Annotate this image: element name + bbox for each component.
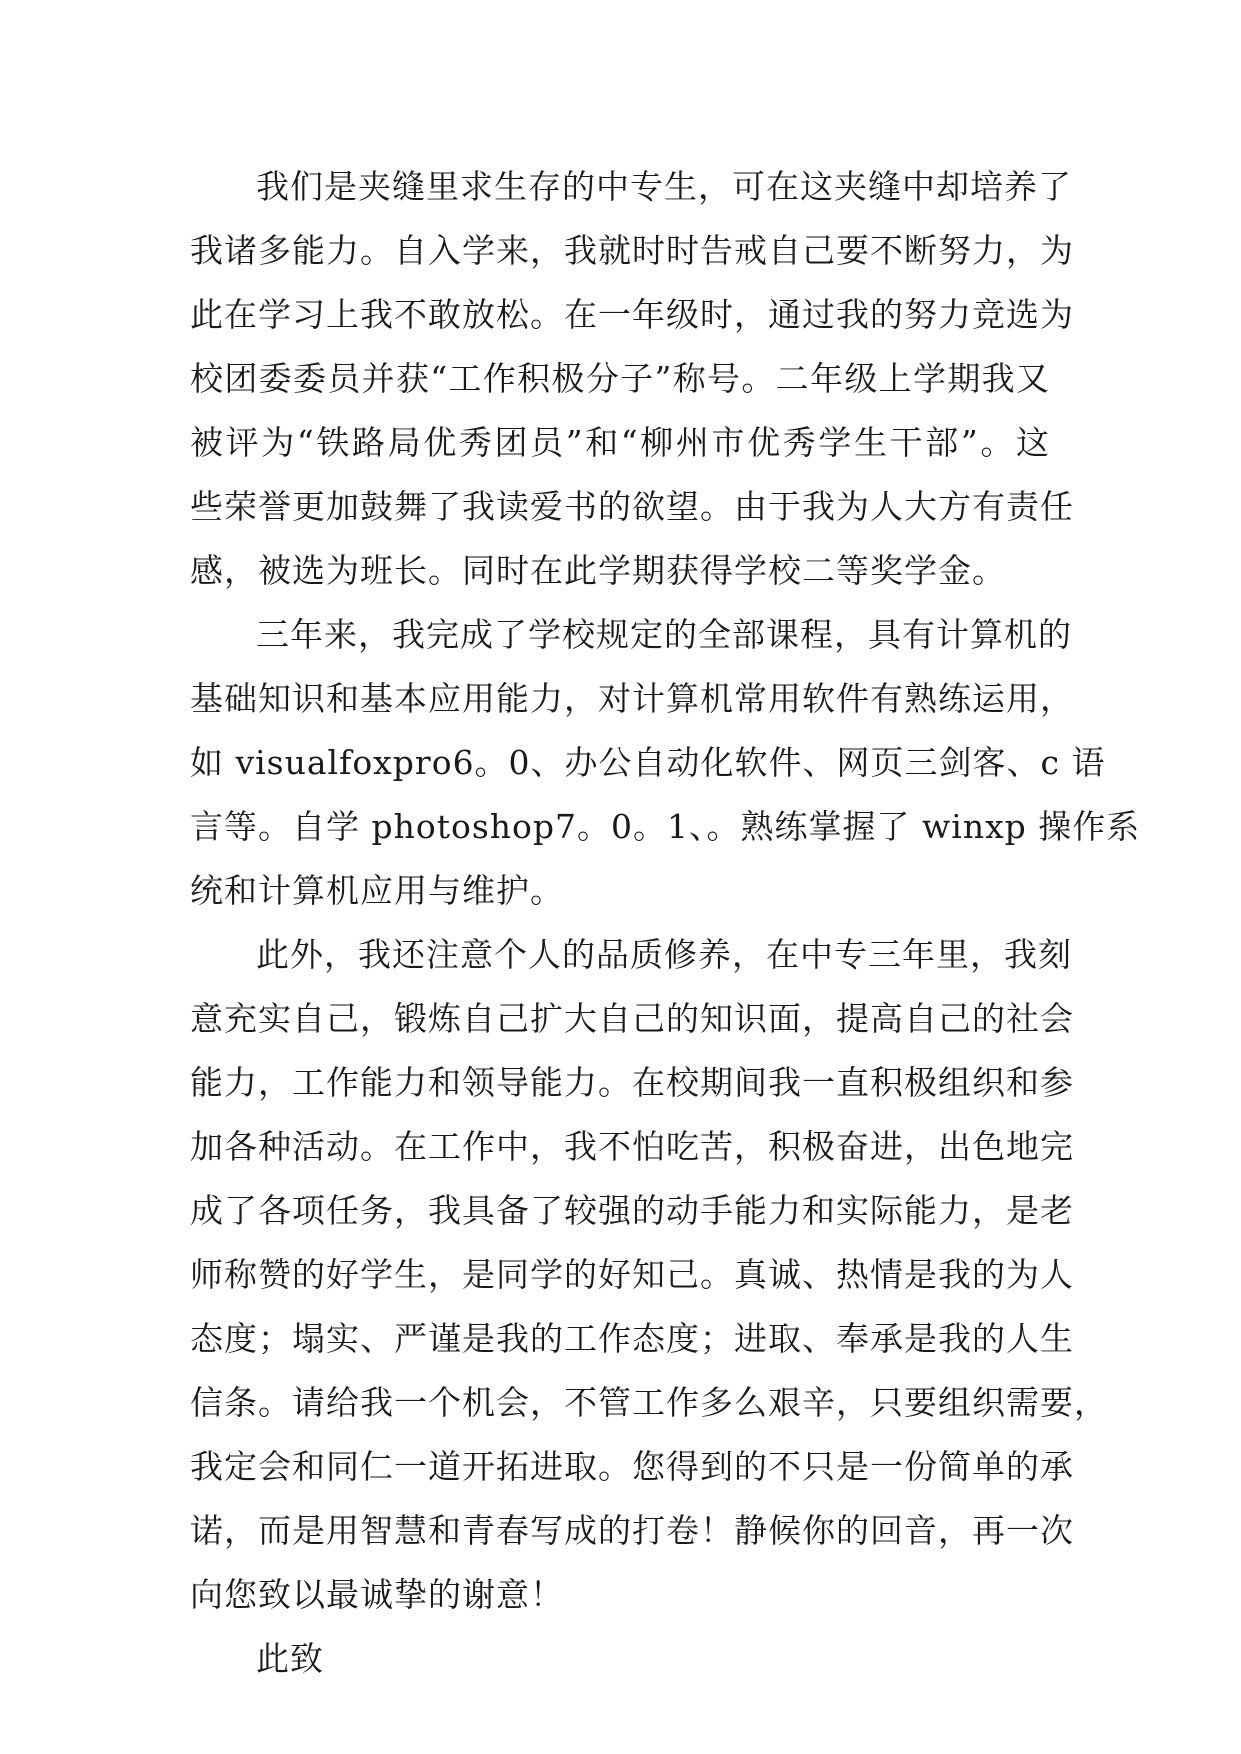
closing-salutation (190, 1627, 1050, 1691)
text-line: 些荣誉更加鼓舞了我读爱书的欲望。由于我为人大方有责任 (190, 487, 1074, 526)
document-page (190, 155, 1141, 1691)
text-line: 感，被选为班长。同时在此学期获得学校二等奖学金。 (190, 551, 1006, 590)
paragraph-character (190, 923, 1108, 1627)
text-line: 意充实自己，锻炼自己扩大自己的知识面，提高自己的社会 (190, 999, 1074, 1038)
text-line: 态度；塌实、严谨是我的工作态度；进取、奉承是我的人生 (190, 1319, 1074, 1358)
text-line: 基础知识和基本应用能力，对计算机常用软件有熟练运用， (190, 679, 1074, 718)
text-line: 我定会和同仁一道开拓进取。您得到的不只是一份简单的承 (190, 1447, 1074, 1486)
text-line: 成了各项任务，我具备了较强的动手能力和实际能力，是老 (190, 1191, 1074, 1230)
text-line: 此在学习上我不敢放松。在一年级时，通过我的努力竞选为 (190, 295, 1074, 334)
text-line: 师称赞的好学生，是同学的好知己。真诚、热情是我的为人 (190, 1255, 1074, 1294)
text-line: 此外，我还注意个人的品质修养，在中专三年里，我刻 (256, 935, 1072, 974)
text-line: 信条。请给我一个机会，不管工作多么艰辛，只要组织需要， (190, 1383, 1108, 1422)
text-line: 如 visualfoxpro6。0、办公自动化软件、网页三剑客、c 语 (190, 743, 1106, 782)
text-line: 三年来，我完成了学校规定的全部课程，具有计算机的 (256, 615, 1072, 654)
text-line: 言等。自学 photoshop7。0。1、。熟练掌握了 winxp 操作系 (190, 807, 1141, 846)
text-line: 能力，工作能力和领导能力。在校期间我一直积极组织和参 (190, 1063, 1074, 1102)
text-line: 我诸多能力。自入学来，我就时时告戒自己要不断努力，为 (190, 231, 1074, 270)
paragraph-achievements (190, 155, 1074, 603)
closing-text: 此致 (256, 1639, 324, 1678)
text-line: 统和计算机应用与维护。 (190, 871, 564, 910)
text-line: 被评为“铁路局优秀团员”和“柳州市优秀学生干部”。这 (190, 423, 1050, 462)
text-line: 校团委委员并获“工作积极分子”称号。二年级上学期我又 (190, 359, 1050, 398)
paragraph-skills (190, 603, 1141, 923)
text-line: 我们是夹缝里求生存的中专生，可在这夹缝中却培养了 (256, 167, 1072, 206)
text-line: 诺，而是用智慧和青春写成的打卷！静候你的回音，再一次 (190, 1511, 1074, 1550)
text-line: 加各种活动。在工作中，我不怕吃苦，积极奋进，出色地完 (190, 1127, 1074, 1166)
text-line: 向您致以最诚挚的谢意！ (190, 1575, 564, 1614)
